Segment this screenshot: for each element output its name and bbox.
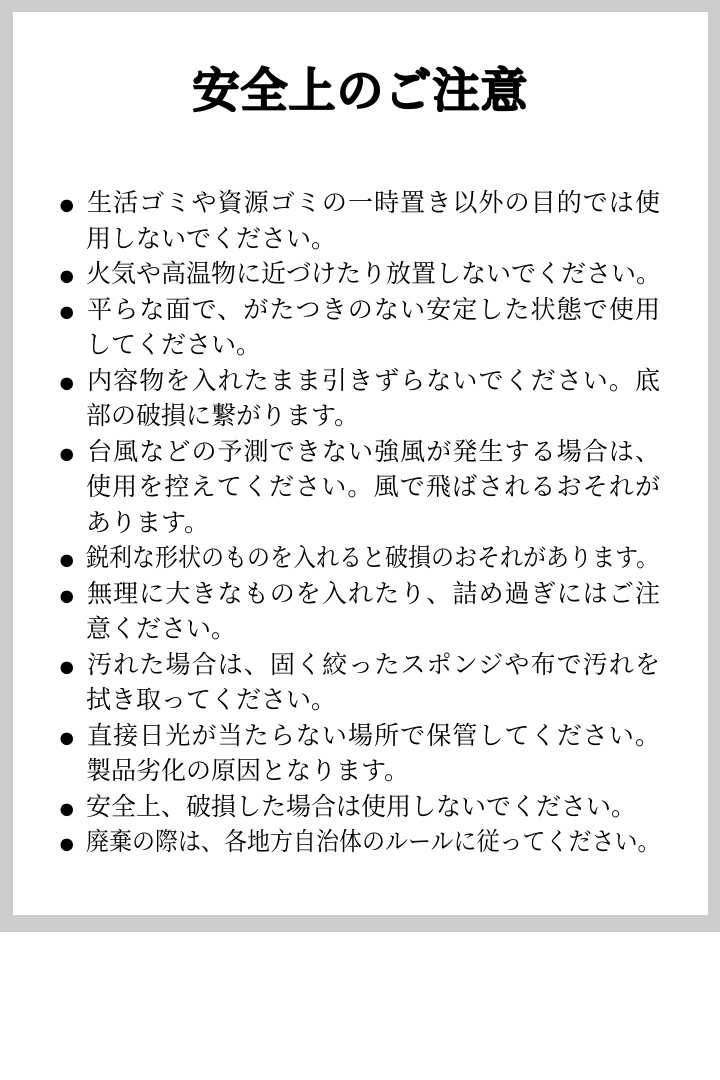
notice-text: 内容物を入れたまま引きずらないでください。底部の破損に繋がります。: [86, 366, 660, 430]
notice-list: [58, 186, 660, 861]
page-title: 安全上のご注意: [192, 64, 529, 117]
bullet-icon: ●: [58, 260, 76, 292]
notice-text: 鋭利な形状のものを入れると破損のおそれがあります。: [86, 544, 660, 572]
notice-text: 安全上、破損した場合は使用しないでください。: [86, 792, 637, 821]
bullet-icon: ●: [58, 650, 76, 683]
notice-text: 生活ゴミや資源ゴミの一時置き以外の目的では使用しないでください。: [86, 189, 660, 253]
notice-text: 廃棄の際は、各地方自治体のルールに従ってください。: [86, 828, 661, 856]
notice-text: 無理に大きなものを入れたり、詰め過ぎにはご注意ください。: [86, 579, 660, 643]
bullet-icon: ●: [58, 544, 76, 576]
bullet-icon: ●: [58, 295, 76, 328]
bottom-whitespace: [0, 932, 720, 1080]
bullet-icon: ●: [58, 792, 76, 825]
notice-item: [58, 719, 660, 790]
notice-item: [58, 577, 660, 648]
bullet-icon: ●: [58, 579, 76, 612]
notice-text: 汚れた場合は、固く絞ったスポンジや布で汚れを拭き取ってください。: [86, 650, 660, 714]
bullet-icon: ●: [58, 366, 76, 399]
notice-text: 台風などの予測できない強風が発生する場合は、使用を控えてください。風で飛ばされるおそれがあります。: [86, 437, 660, 537]
notice-item: [58, 435, 660, 542]
bullet-icon: ●: [58, 437, 76, 470]
notice-text: 火気や高温物に近づけたり放置しないでください。: [86, 260, 662, 288]
notice-item: [58, 293, 660, 364]
notice-item: [58, 257, 660, 293]
notice-text: 平らな面で、がたつきのない安定した状態で使用してください。: [86, 295, 660, 359]
notice-text: 直接日光が当たらない場所で保管してください。製品劣化の原因となります。: [86, 721, 660, 785]
bullet-icon: ●: [58, 828, 76, 860]
notice-item: [58, 541, 660, 577]
notice-item: [58, 825, 660, 861]
bullet-icon: ●: [58, 721, 76, 754]
notice-item: [58, 790, 660, 826]
notice-item: [58, 186, 660, 257]
notice-item: [58, 648, 660, 719]
notice-item: [58, 364, 660, 435]
bullet-icon: ●: [58, 189, 76, 221]
